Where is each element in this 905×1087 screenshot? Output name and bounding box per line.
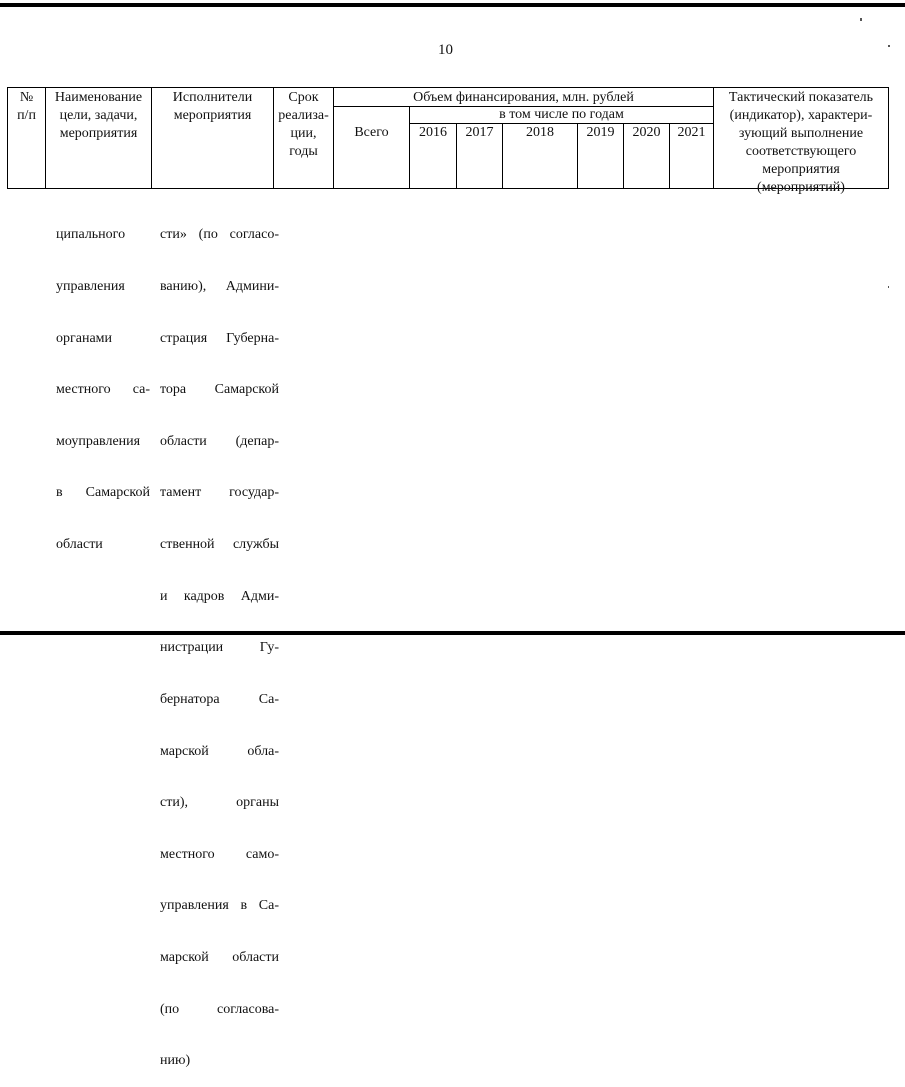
text-line: и кадров Адми- [160,588,279,604]
header-year-2017: 2017 [465,125,494,140]
header-year-2018: 2018 [526,125,554,140]
header-year-2019: 2019 [586,125,615,140]
text-line: управления в Са- [160,898,279,914]
header-col-name: Наименование цели, задачи, мероприятия [54,90,143,141]
text-line: страция Губерна- [160,330,279,346]
cell-executors-text [160,192,279,1087]
header-col-finance: Объем финансирования, млн. рублей [413,90,634,105]
text-line: местного само- [160,846,279,862]
page-number: 10 [438,42,453,58]
header-col-total: Всего [354,125,389,140]
header-year-2016: 2016 [419,125,447,140]
text-line: тора Самарской [160,382,279,398]
scan-speck [888,286,889,288]
bottom-border-rule [0,631,905,635]
scan-speck [888,45,890,47]
text-line: области [56,537,103,553]
text-line: в Самарской [56,485,150,501]
top-border-rule [0,3,905,7]
text-line: нию) [160,1053,191,1069]
text-line: ципального [56,227,126,243]
header-col-executors: Исполнители мероприятия [172,90,253,123]
header-year-2020: 2020 [632,125,661,140]
scan-speck [860,18,862,21]
text-line: марской области [160,949,279,965]
text-line: управления [56,279,125,295]
text-line: сти), органы [160,795,279,811]
text-line: органами [56,330,113,346]
header-col-number: № п/п [17,90,36,123]
header-col-indicator: Тактический показатель (индикатор), характери- зующий выполнение соответствующего мероприятия (мероприятий) [728,90,874,195]
text-line: ванию), Админи- [160,279,279,295]
text-line: местного са- [56,382,150,398]
text-line: нистрации Гу- [160,640,279,656]
header-col-by-years: в том числе по годам [499,107,624,122]
text-line: (по согласова- [160,1001,279,1017]
header-col-term: Срок реализа- ции, годы [278,90,329,159]
text-line: области (депар- [160,433,279,449]
text-line: моуправления [56,433,141,449]
table-header [7,87,889,195]
text-line: тамент государ- [160,485,279,501]
cell-name-text [56,192,150,570]
header-year-2021: 2021 [677,125,706,140]
text-line: бернатора Са- [160,691,279,707]
text-line: ственной службы [160,537,279,553]
text-line: марской обла- [160,743,279,759]
text-line: сти» (по согласо- [160,227,279,243]
